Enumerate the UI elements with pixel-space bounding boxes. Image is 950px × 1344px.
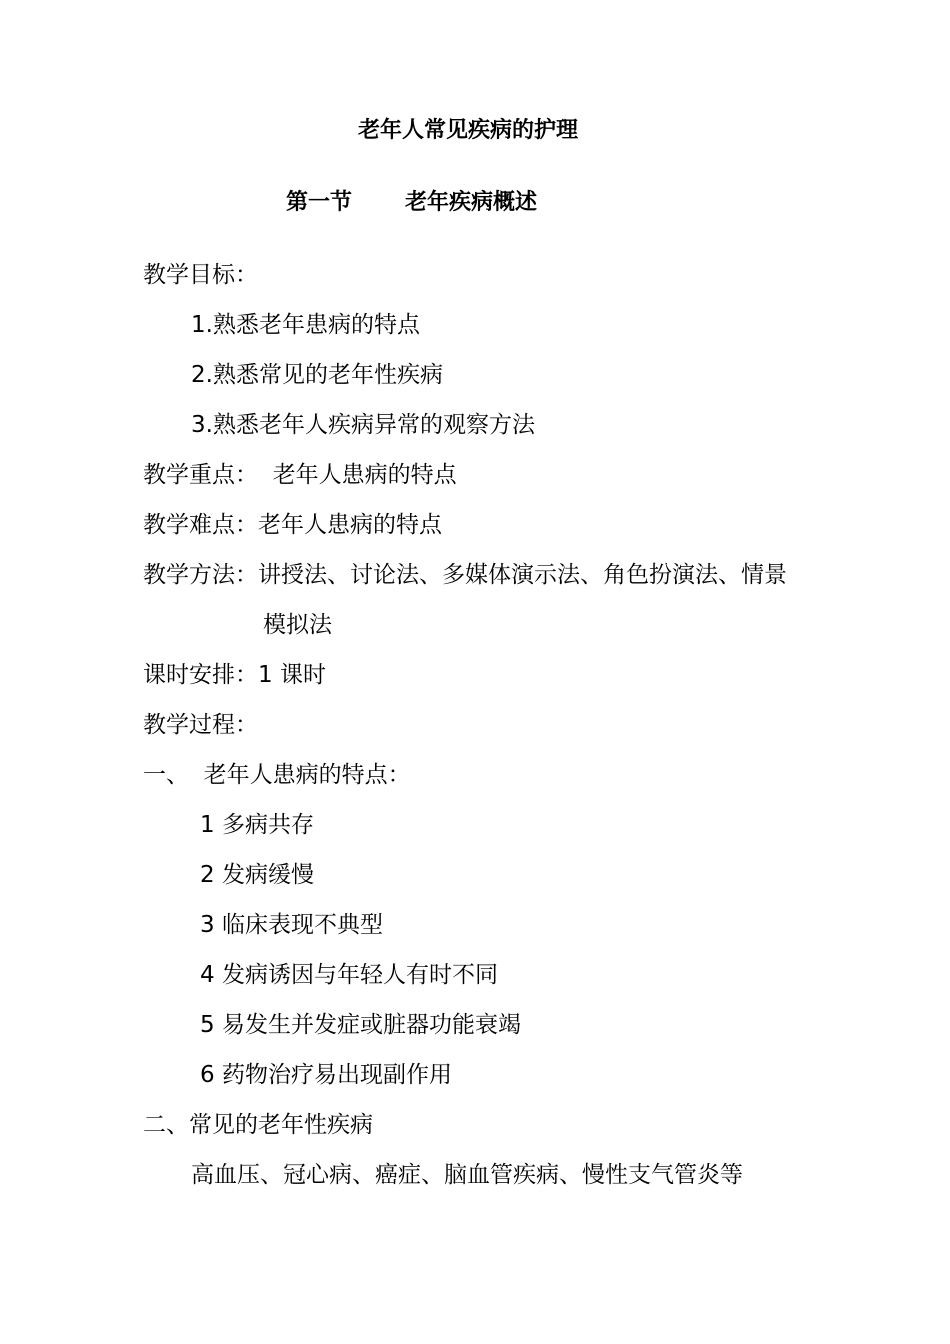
part1-item: 5 易发生并发症或脏器功能衰竭 [200, 1012, 521, 1038]
objective-item: 3.熟悉老年人疾病异常的观察方法 [191, 412, 535, 438]
objective-item: 1.熟悉老年患病的特点 [191, 312, 420, 338]
part1-item: 3 临床表现不典型 [200, 912, 383, 938]
section-title: 老年疾病概述 [405, 190, 538, 215]
schedule: 课时安排：1 课时 [143, 662, 326, 688]
objectives-label: 教学目标： [143, 262, 258, 288]
part1-item: 6 药物治疗易出现副作用 [200, 1062, 452, 1088]
document-title: 老年人常见疾病的护理 [358, 118, 579, 143]
part2-content: 高血压、冠心病、癌症、脑血管疾病、慢性支气管炎等 [191, 1162, 743, 1188]
teaching-methods-continued: 模拟法 [263, 612, 332, 638]
part1-item: 2 发病缓慢 [200, 862, 314, 888]
part1-item: 1 多病共存 [200, 812, 314, 838]
teaching-methods: 教学方法：讲授法、讨论法、多媒体演示法、角色扮演法、情景 [143, 562, 787, 588]
part1-heading: 一、 老年人患病的特点： [143, 762, 411, 788]
objective-item: 2.熟悉常见的老年性疾病 [191, 362, 443, 388]
part1-item: 4 发病诱因与年轻人有时不同 [200, 962, 498, 988]
section-number: 第一节 [286, 190, 353, 215]
key-points: 教学重点： 老年人患病的特点 [143, 462, 457, 488]
part2-heading: 二、常见的老年性疾病 [143, 1112, 373, 1138]
difficulties: 教学难点：老年人患病的特点 [143, 512, 442, 538]
process-label: 教学过程： [143, 712, 258, 738]
